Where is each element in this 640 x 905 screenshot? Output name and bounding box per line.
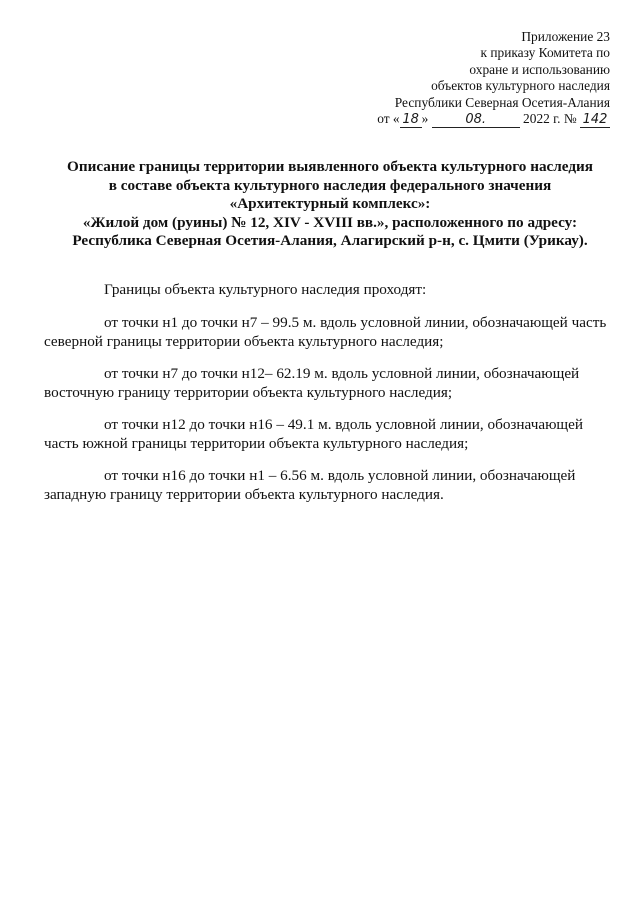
appendix-committee-line: охране и использованию — [469, 61, 610, 77]
paragraph-line: от точки н1 до точки н7 – 99.5 м. вдоль условной линии, обозначающей часть — [104, 313, 607, 331]
date-day-handwritten: 18 — [400, 113, 422, 128]
title-line: «Жилой дом (руины) № 12, XIV - XVIII вв.», расположенного по адресу: — [82, 213, 578, 231]
appendix-order-ref: к приказу Комитета по — [480, 45, 610, 61]
paragraph-line: от точки н7 до точки н12– 62.19 м. вдоль условной линии, обозначающей — [104, 364, 580, 382]
document-title — [60, 158, 600, 251]
order-number-handwritten: 142 — [580, 113, 610, 128]
paragraph-line: от точки н12 до точки н16 – 49.1 м. вдоль условной линии, обозначающей — [104, 415, 583, 433]
appendix-republic: Республики Северная Осетия-Алания — [394, 94, 610, 110]
date-month-handwritten: 08. — [432, 113, 520, 128]
title-line: в составе объекта культурного наследия федерального значения — [108, 176, 552, 194]
title-line: Описание границы территории выявленного объекта культурного наследия — [67, 158, 593, 175]
boundary-paragraph-south — [44, 415, 614, 454]
title-line: Республика Северная Осетия-Алания, Алагирский р-н, с. Цмити (Урикау). — [72, 232, 588, 249]
date-year: 2022 г. № — [523, 111, 577, 127]
paragraph-line: от точки н16 до точки н1 – 6.56 м. вдоль условной линии, обозначающей — [104, 466, 576, 484]
lead-paragraph: Границы объекта культурного наследия проходят: — [104, 281, 427, 298]
paragraph-line: восточную границу территории объекта культурного наследия; — [44, 384, 453, 401]
paragraph-line: северной границы территории объекта культурного наследия; — [44, 333, 444, 350]
appendix-number: Приложение 23 — [521, 29, 610, 44]
date-mid: » — [421, 111, 429, 127]
paragraph-line: западную границу территории объекта культурного наследия. — [44, 486, 444, 503]
document-body — [44, 280, 614, 517]
appendix-committee-line-2: объектов культурного наследия — [431, 78, 610, 94]
appendix-header — [310, 29, 610, 128]
boundary-paragraph-west — [44, 466, 614, 505]
title-line: «Архитектурный комплекс»: — [229, 195, 431, 212]
boundary-paragraph-north — [44, 313, 614, 352]
order-date-line — [310, 111, 610, 128]
paragraph-line: часть южной границы территории объекта культурного наследия; — [44, 435, 469, 452]
date-prefix: от « — [377, 111, 400, 127]
boundary-paragraph-east — [44, 364, 614, 403]
